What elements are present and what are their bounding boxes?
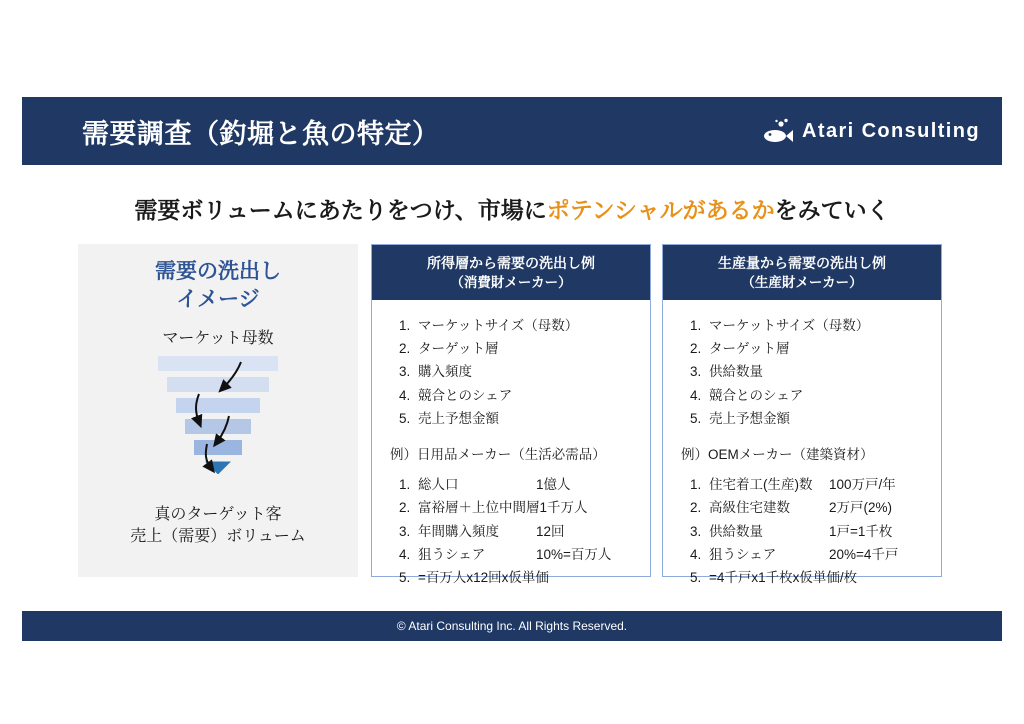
list-item <box>705 520 935 543</box>
fish-logo-icon <box>762 117 794 145</box>
card-production-header <box>663 245 941 300</box>
list-item-value: 10%=百万人 <box>536 546 612 562</box>
list-item-label: 売上予想金額 <box>709 410 790 426</box>
card-income-header <box>372 245 650 300</box>
list-item <box>414 496 644 519</box>
list-item <box>705 473 935 496</box>
card-income-header-strong: 所得層 <box>427 254 469 271</box>
card-production-steps <box>679 314 935 430</box>
list-item <box>414 407 644 430</box>
list-item-label: マーケットサイズ（母数） <box>418 318 579 333</box>
list-item <box>414 543 644 566</box>
funnel-bottom-label <box>130 504 306 547</box>
brand-name: Atari Consulting <box>802 119 980 142</box>
card-production-header-strong: 生産量 <box>718 254 760 271</box>
list-item <box>414 360 644 383</box>
lead-accent: ポテンシャルがあるか <box>546 197 775 223</box>
card-production-body <box>663 300 941 589</box>
funnel-panel <box>78 244 358 577</box>
list-item-value: 20%=4千戸 <box>829 546 899 562</box>
brand-logo <box>762 117 980 145</box>
list-item-label: 狙うシェア <box>418 546 486 562</box>
list-item-value: 1千万人 <box>539 500 588 516</box>
list-item-value: 1戸=1千枚 <box>829 523 893 539</box>
list-item-label: =百万人x12回x仮単価 <box>418 569 549 585</box>
funnel-bottom-line2: 売上（需要）ボリューム <box>130 528 306 546</box>
list-item-label: 供給数量 <box>709 364 763 380</box>
list-item-label: ターゲット層 <box>418 341 499 357</box>
lead-before: 需要ボリュームにあたりをつけ、市場に <box>134 197 547 223</box>
funnel-bottom-line1: 真のターゲット客 <box>154 506 282 524</box>
lead-after: をみていく <box>774 197 890 223</box>
card-production-example: 例）OEMメーカー（建築資材） <box>681 447 874 463</box>
card-income-segment <box>371 244 651 585</box>
list-item <box>414 314 644 337</box>
card-income-example: 例）日用品メーカー（生活必需品） <box>390 447 606 463</box>
copyright-text: © Atari Consulting Inc. All Rights Reserved. <box>396 619 628 633</box>
slide-footer <box>22 611 1002 641</box>
funnel-graphic <box>103 356 333 496</box>
list-item-value: 1億人 <box>536 477 571 493</box>
list-item <box>414 473 644 496</box>
funnel-title-line2: イメージ <box>176 287 260 311</box>
card-income-header-rest: から需要の洗出し例 <box>469 254 595 271</box>
funnel-title-line1: 需要の洗出し <box>155 260 281 283</box>
slide-header <box>22 97 1002 165</box>
list-item-value: 100万戸/年 <box>829 477 896 493</box>
list-item <box>705 360 935 383</box>
card-production-header-line2: （生産財メーカー） <box>741 274 863 290</box>
list-item <box>705 407 935 430</box>
list-item-label: 競合とのシェア <box>418 387 513 403</box>
list-item-label: =4千戸x1千枚x仮単価/枚 <box>709 569 858 585</box>
list-item-label: 狙うシェア <box>709 546 777 562</box>
funnel-arrows-icon <box>103 356 333 496</box>
card-income-calc <box>388 473 644 589</box>
card-production-header-line1 <box>718 253 886 273</box>
list-item <box>705 337 935 360</box>
card-income-body <box>372 300 650 589</box>
list-item-label: 住宅着工(生産)数 <box>709 477 813 493</box>
list-item-label: 年間購入頻度 <box>418 523 499 539</box>
funnel-panel-title <box>155 258 281 313</box>
card-income-steps <box>388 314 644 430</box>
list-item-label: 高級住宅建数 <box>709 500 790 516</box>
funnel-top-label: マーケット母数 <box>162 330 274 348</box>
list-item <box>705 314 935 337</box>
page-title: 需要調査（釣堀と魚の特定） <box>82 118 440 149</box>
list-item-value: 12回 <box>536 523 565 539</box>
card-production-header-rest: から需要の洗出し例 <box>760 254 886 271</box>
list-item-label: 売上予想金額 <box>418 410 499 426</box>
list-item-label: 総人口 <box>418 477 459 493</box>
card-income-header-line1 <box>427 253 595 273</box>
list-item <box>705 566 935 589</box>
list-item-label: 購入頻度 <box>418 364 472 380</box>
list-item-label: 競合とのシェア <box>709 387 804 403</box>
list-item-label: ターゲット層 <box>709 341 790 357</box>
list-item <box>414 337 644 360</box>
list-item <box>705 543 935 566</box>
card-production-volume <box>662 244 942 585</box>
list-item-label: 供給数量 <box>709 523 763 539</box>
list-item-label: マーケットサイズ（母数） <box>709 318 870 333</box>
list-item <box>414 520 644 543</box>
card-production-calc <box>679 473 935 589</box>
card-income-header-line2: （消費財メーカー） <box>450 274 572 290</box>
list-item <box>414 384 644 407</box>
list-item-value: 2万戸(2%) <box>829 500 893 516</box>
list-item-label: 富裕層＋上位中間層 <box>418 500 540 516</box>
lead-statement <box>0 192 1024 225</box>
list-item <box>414 566 644 589</box>
list-item <box>705 496 935 519</box>
list-item <box>705 384 935 407</box>
